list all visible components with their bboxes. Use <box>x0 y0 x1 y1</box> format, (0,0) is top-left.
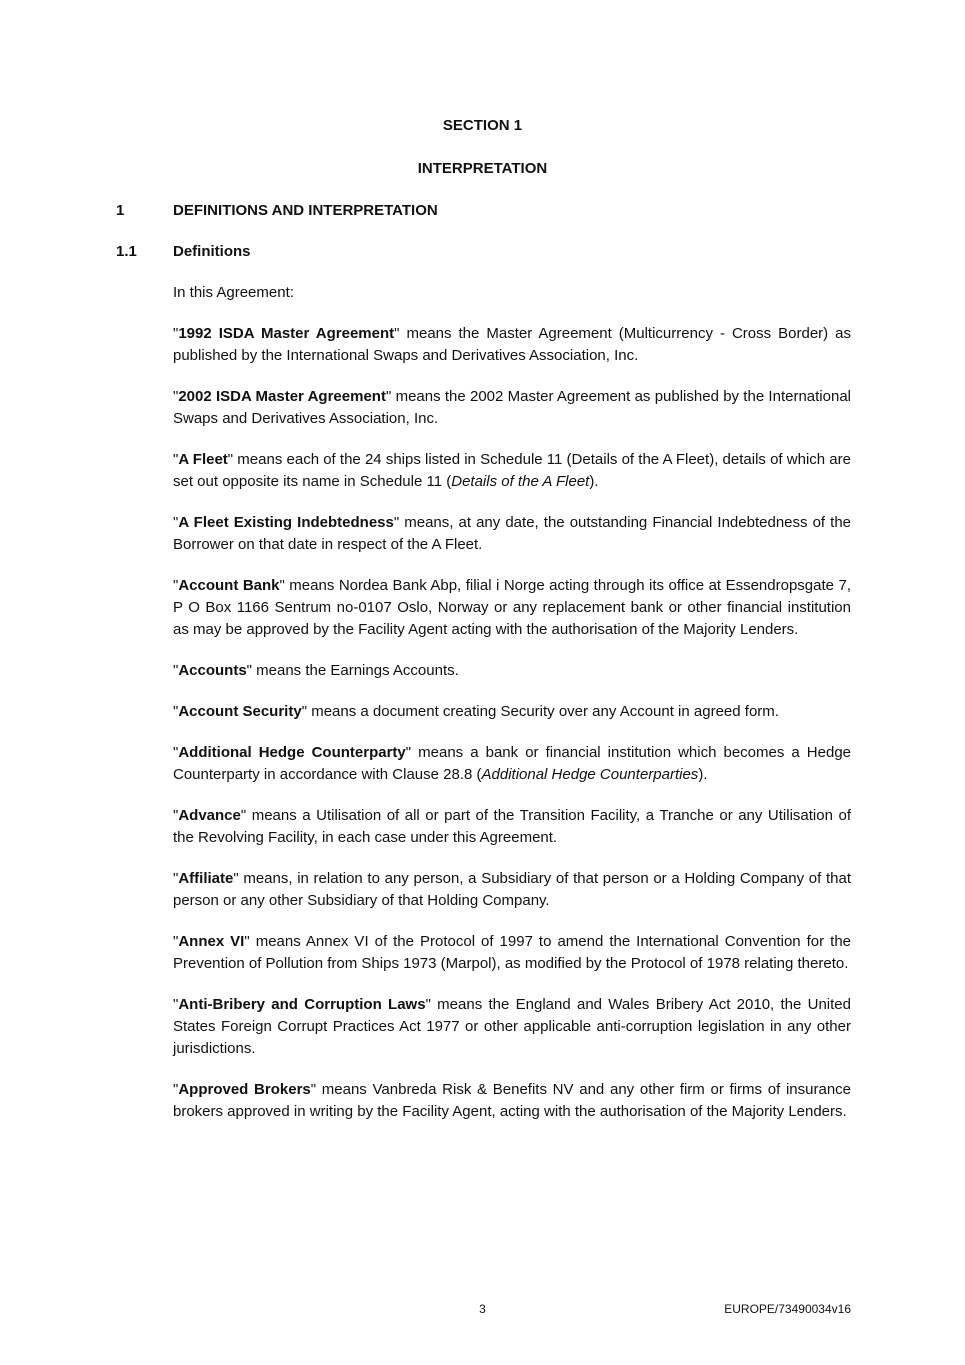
defined-term: Accounts <box>178 662 247 679</box>
definition-item: "Anti-Bribery and Corruption Laws" means the England and Wales Bribery Act 2010, the United States Foreign Corrupt Practices Act 1977 or other applicable anti-corruption legislation in any other jurisdictions. <box>173 996 851 1057</box>
defined-term: Approved Brokers <box>178 1081 311 1098</box>
definition-text: " means each of the 24 ships listed in Schedule 11 (Details of the A Fleet), details of which are set out opposite its name in Schedule 11 ( <box>173 451 851 490</box>
defined-term: Annex VI <box>178 933 245 950</box>
definition-item: "2002 ISDA Master Agreement" means the 2002 Master Agreement as published by the International Swaps and Derivatives Association, Inc. <box>173 388 851 427</box>
defined-term: Account Bank <box>178 577 280 594</box>
definition-text: " means the Earnings Accounts. <box>246 662 459 679</box>
clause-title: DEFINITIONS AND INTERPRETATION <box>173 202 438 219</box>
definition-text: " means the Master Agreement (Multicurrency - Cross Border) as published by the International Swaps and Derivatives Association, Inc. <box>173 325 851 364</box>
definition-item: "Advance" means a Utilisation of all or part of the Transition Facility, a Tranche or any Utilisation of the Revolving Facility, in each case under this Agreement. <box>173 807 851 846</box>
defined-term: 2002 ISDA Master Agreement <box>178 388 386 405</box>
definition-text: " means Nordea Bank Abp, filial i Norge acting through its office at Essendropsgate 7, P O Box 1166 Sentrum no-0107 Oslo, Norway or any replacement bank or other financial institution as may be approved by the Facility Agent acting with the authorisation of the Majority Lenders. <box>173 577 851 638</box>
defined-term: A Fleet <box>178 451 228 468</box>
definition-text: " means a Utilisation of all or part of the Transition Facility, a Tranche or any Utilisation of the Revolving Facility, in each case under this Agreement. <box>173 807 851 846</box>
definition-text: " means the 2002 Master Agreement as published by the International Swaps and Derivatives Association, Inc. <box>173 388 851 427</box>
definition-text: " means the England and Wales Bribery Act 2010, the United States Foreign Corrupt Practices Act 1977 or other applicable anti-corruption legislation in any other jurisdictions. <box>173 996 851 1057</box>
clause-heading <box>116 202 438 219</box>
definitions-list <box>173 323 851 1142</box>
definition-text: " means Vanbreda Risk & Benefits NV and any other firm or firms of insurance brokers approved in writing by the Facility Agent, acting with the authorisation of the Majority Lenders. <box>173 1081 851 1120</box>
subclause-heading <box>116 243 251 260</box>
document-reference: EUROPE/73490034v16 <box>724 1302 851 1316</box>
defined-term: 1992 ISDA Master Agreement <box>178 325 395 342</box>
defined-term: Account Security <box>178 703 302 720</box>
defined-term: Affiliate <box>178 870 234 887</box>
section-subheading: INTERPRETATION <box>417 160 548 177</box>
definition-item: "Approved Brokers" means Vanbreda Risk & Benefits NV and any other firm or firms of insurance brokers approved in writing by the Facility Agent, acting with the authorisation of the Majority Lenders. <box>173 1081 851 1120</box>
definition-reference: Additional Hedge Counterparties <box>481 766 699 783</box>
definition-text-end: ). <box>698 766 708 783</box>
definition-text: " means Annex VI of the Protocol of 1997 to amend the International Convention for the Prevention of Pollution from Ships 1973 (Marpol), as modified by the Protocol of 1978 relating thereto. <box>173 933 852 972</box>
defined-term: Anti-Bribery and Corruption Laws <box>178 996 426 1013</box>
subclause-title: Definitions <box>173 243 251 260</box>
subclause-number: 1.1 <box>116 243 137 260</box>
definition-item: "A Fleet" means each of the 24 ships listed in Schedule 11 (Details of the A Fleet), details of which are set out opposite its name in Schedule 11 (Details of the A Fleet). <box>173 451 851 490</box>
definition-item: "Additional Hedge Counterparty" means a bank or financial institution which becomes a Hedge Counterparty in accordance with Clause 28.8 (Additional Hedge Counterparties). <box>173 744 851 783</box>
defined-term: Advance <box>178 807 241 824</box>
clause-number: 1 <box>116 202 125 219</box>
definition-item: "Affiliate" means, in relation to any person, a Subsidiary of that person or a Holding Company of that person or any other Subsidiary of that Holding Company. <box>173 870 851 909</box>
definition-item: "Account Bank" means Nordea Bank Abp, filial i Norge acting through its office at Essendropsgate 7, P O Box 1166 Sentrum no-0107 Oslo, Norway or any replacement bank or other financial institution as may be approved by the Facility Agent acting with the authorisation of the Majority Lenders. <box>173 577 851 638</box>
definition-reference: Details of the A Fleet <box>451 473 590 490</box>
definition-text: " means a document creating Security over any Account in agreed form. <box>301 703 779 720</box>
definition-text: " means, at any date, the outstanding Financial Indebtedness of the Borrower on that date in respect of the A Fleet. <box>173 514 851 553</box>
definition-item: "Account Security" means a document creating Security over any Account in agreed form. <box>173 703 779 720</box>
defined-term: Additional Hedge Counterparty <box>178 744 406 761</box>
definition-item: "Annex VI" means Annex VI of the Protocol of 1997 to amend the International Convention for the Prevention of Pollution from Ships 1973 (Marpol), as modified by the Protocol of 1978 relating thereto. <box>173 933 852 972</box>
definition-item: "A Fleet Existing Indebtedness" means, at any date, the outstanding Financial Indebtedness of the Borrower on that date in respect of the A Fleet. <box>173 514 851 553</box>
defined-term: A Fleet Existing Indebtedness <box>178 514 394 531</box>
definition-item: "1992 ISDA Master Agreement" means the Master Agreement (Multicurrency - Cross Border) as published by the International Swaps and Derivatives Association, Inc. <box>173 325 851 364</box>
definition-item: "Accounts" means the Earnings Accounts. <box>173 662 459 679</box>
section-heading: SECTION 1 <box>442 117 523 134</box>
page-number: 3 <box>479 1302 486 1316</box>
intro-text: In this Agreement: <box>173 284 294 301</box>
definition-text: " means a bank or financial institution which becomes a Hedge Counterparty in accordance with Clause 28.8 ( <box>173 744 851 783</box>
definition-text-end: ). <box>589 473 599 490</box>
definition-text: " means, in relation to any person, a Subsidiary of that person or a Holding Company of that person or any other Subsidiary of that Holding Company. <box>173 870 851 909</box>
